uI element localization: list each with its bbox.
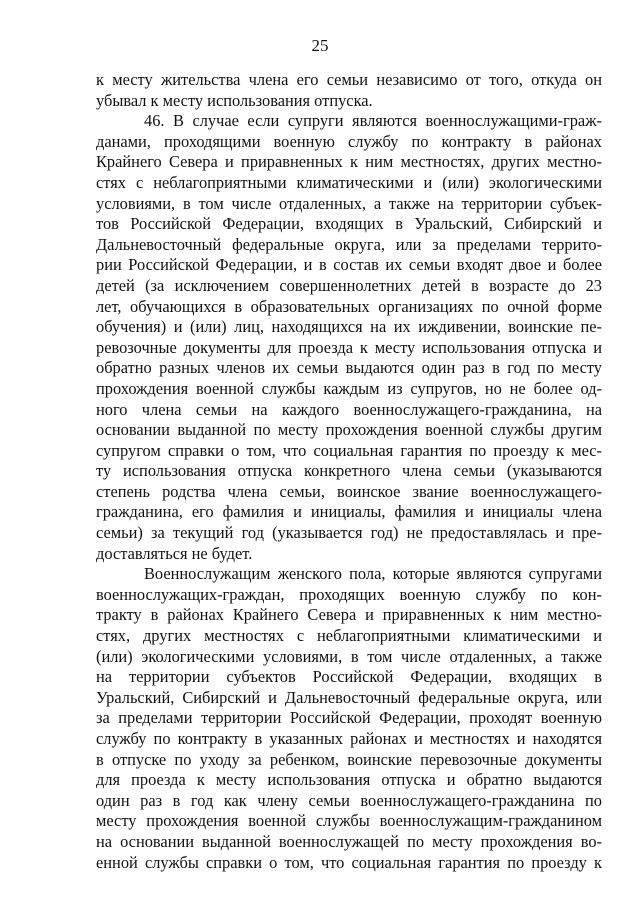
text-line: обратно разных членов их семьи выдаются один раз в год по месту [96,358,602,378]
text-line: лет, обучающихся в образовательных организациях по очной форме [96,296,602,316]
text-line: данами, проходящими военную службу по контракту в районах [96,131,602,151]
paragraph [96,111,602,564]
text-line: гражданина, его фамилия и инициалы, фамилия и инициалы члена [96,502,602,522]
text-line: Крайнего Севера и приравненных к ним местностях, других местно- [96,152,602,172]
paragraph [96,564,602,873]
text-line: Уральский, Сибирский и Дальневосточный федеральные округа, или [96,687,602,707]
text-line: для проезда к месту использования отпуска и обратно выдаются [96,770,602,790]
text-line: ревозочные документы для проезда к месту использования отпуска и [96,337,602,357]
text-line: степень родства члена семьи, воинское звание военнослужащего- [96,481,602,501]
text-line: за пределами территории Российской Федерации, проходят военную [96,708,602,728]
text-line: обучения) и (или) лиц, находящихся на их иждивении, воинские пе- [96,317,602,337]
text-line: тов Российской Федерации, входящих в Уральский, Сибирский и [96,214,602,234]
text-line: доставляться не будет. [96,543,253,563]
text-line: условиями, в том числе отдаленных, а также на территории субъек- [96,193,602,213]
text-line: 46. В случае если супруги являются военнослужащими-граж- [144,111,602,131]
text-line: убывал к месту использования отпуска. [96,90,373,110]
text-line: рии Российской Федерации, и в состав их семьи входят двое и более [96,255,602,275]
text-line: военнослужащих-граждан, проходящих военную службу по кон- [96,584,602,604]
text-line: один раз в год как члену семьи военнослужащего-гражданина по [96,790,602,810]
text-line: семьи) за текущий год (указывается год) не предоставлялась и пре- [96,523,602,543]
text-line: на территории субъектов Российской Федерации, входящих в [96,667,602,687]
text-line: тракту в районах Крайнего Севера и приравненных к ним местно- [96,605,602,625]
paragraph [96,70,602,111]
text-line: прохождения военной службы каждым из супругов, но не более од- [96,378,602,398]
text-line: службу по контракту в указанных районах и местностях и находятся [96,729,602,748]
text-line: Военнослужащим женского пола, которые являются супругами [144,564,602,584]
text-line: основании выданной по месту прохождения военной службы другим [96,420,602,440]
text-line: детей (за исключением совершеннолетних детей в возрасте до 23 [96,275,602,295]
text-line: к месту жительства члена его семьи независимо от того, откуда он [96,70,602,89]
text-line: в отпуске по уходу за ребенком, воинские перевозочные документы [96,749,602,769]
text-line: стях, других местностях с неблагоприятными климатическими и [96,626,602,646]
text-line: енной службы справки о том, что социальная гарантия по проезду к [96,852,602,872]
text-line: (или) экологическими условиями, в том числе отдаленных, а также [96,646,602,666]
text-line: стях с неблагоприятными климатическими и (или) экологическими [96,172,602,192]
text-line: месту прохождения военной службы военнослужащим-гражданином [96,811,602,831]
page-number: 25 [311,36,329,55]
text-line: Дальневосточный федеральные округа, или за пределами террито- [96,234,602,254]
document-body [96,70,602,873]
text-line: на основании выданной военнослужащей по месту прохождения во- [96,831,602,851]
text-line: супругом справки о том, что социальная гарантия по проезду к мес- [96,440,602,460]
text-line: ту использования отпуска конкретного члена семьи (указываются [96,461,602,481]
text-line: ного члена семьи на каждого военнослужащего-гражданина, на [96,399,602,419]
